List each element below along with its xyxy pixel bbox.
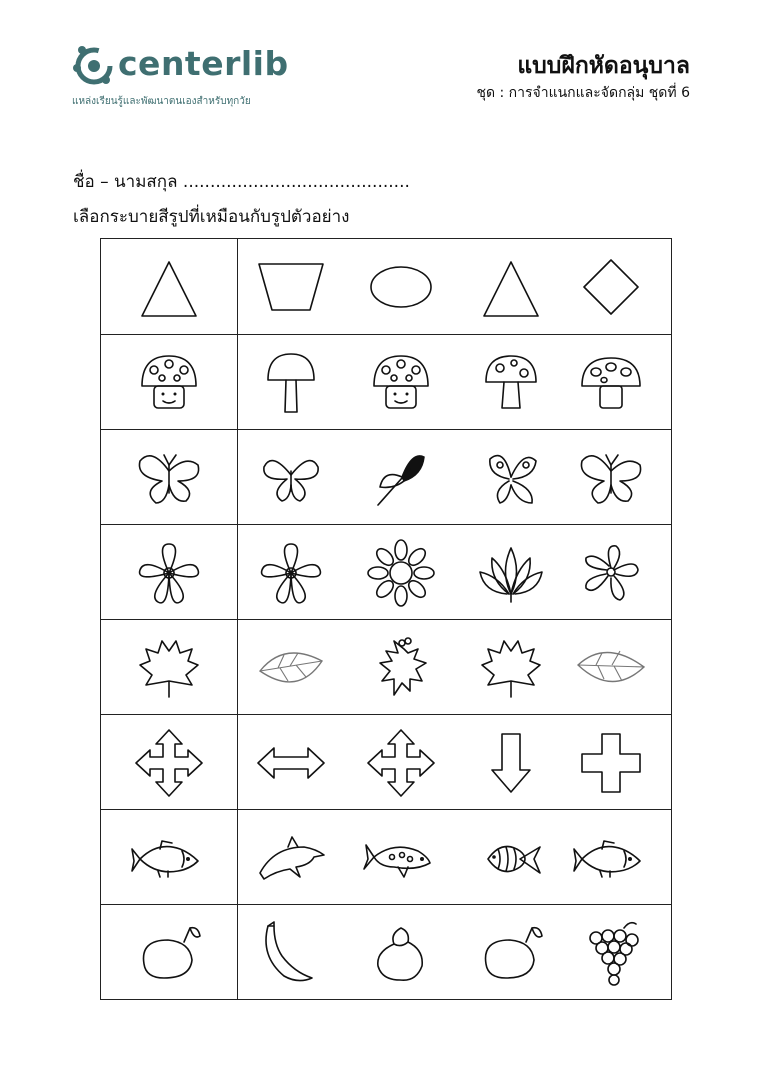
mango-icon (132, 916, 206, 990)
choice-cell[interactable] (356, 810, 446, 905)
logo-molecule-icon (70, 42, 116, 88)
choice-cell[interactable] (356, 525, 446, 620)
fish-striped-icon (474, 821, 548, 895)
example-cell (124, 620, 214, 715)
flower-daisy-icon (364, 536, 438, 610)
choice-cell[interactable] (466, 905, 556, 1000)
fish-detailed-icon (574, 821, 648, 895)
arrow-left-right-icon (254, 726, 328, 800)
choice-cell[interactable] (356, 239, 446, 334)
choice-cell[interactable] (466, 715, 556, 810)
worksheet-row (101, 809, 671, 904)
ellipse-icon (364, 250, 438, 324)
centerlib-logo (70, 42, 300, 112)
rose-apple-icon (364, 916, 438, 990)
diamond-icon (574, 250, 648, 324)
worksheet-row (101, 429, 671, 524)
worksheet-row (101, 239, 671, 334)
choice-cell[interactable] (246, 715, 336, 810)
mushroom-cap-icon (574, 346, 648, 420)
leaf-holly-icon (364, 631, 438, 705)
choice-cell[interactable] (356, 430, 446, 525)
fish-spotted-icon (364, 821, 438, 895)
worksheet-row (101, 524, 671, 619)
choice-cell[interactable] (466, 525, 556, 620)
choice-cell[interactable] (566, 525, 656, 620)
worksheet-row (101, 334, 671, 429)
worksheet-row (101, 904, 671, 999)
mushroom-face-icon (364, 346, 438, 420)
arrow-down-icon (474, 726, 548, 800)
choice-cell[interactable] (566, 620, 656, 715)
choice-cell[interactable] (246, 620, 336, 715)
example-cell (124, 715, 214, 810)
choice-cell[interactable] (466, 810, 556, 905)
mushroom-face-icon (132, 346, 206, 420)
mushroom-plain-icon (254, 346, 328, 420)
worksheet-row (101, 714, 671, 809)
worksheet-subtitle: ชุด : การจำแนกและจัดกลุ่ม ชุดที่ 6 (476, 85, 690, 101)
triangle-icon (132, 250, 206, 324)
choice-cell[interactable] (246, 430, 336, 525)
example-cell (124, 239, 214, 334)
choice-cell[interactable] (356, 620, 446, 715)
flower-jasmine-icon (574, 536, 648, 610)
choice-cell[interactable] (466, 335, 556, 430)
choice-cell[interactable] (566, 335, 656, 430)
leaf-oval-icon (254, 631, 328, 705)
name-field-line: ชื่อ – นามสกุล .......................................... (73, 172, 410, 192)
example-cell (124, 430, 214, 525)
logo-wordmark: centerlib (118, 44, 289, 83)
example-cell (124, 525, 214, 620)
choice-cell[interactable] (566, 239, 656, 334)
butterfly-sketch-icon (132, 441, 206, 515)
example-cell (124, 335, 214, 430)
choice-cell[interactable] (246, 905, 336, 1000)
choice-cell[interactable] (246, 239, 336, 334)
choice-cell[interactable] (246, 525, 336, 620)
worksheet-grid (100, 238, 672, 1000)
choice-cell[interactable] (356, 335, 446, 430)
choice-cell[interactable] (466, 239, 556, 334)
choice-cell[interactable] (246, 335, 336, 430)
grapes-icon (574, 916, 648, 990)
choice-cell[interactable] (246, 810, 336, 905)
flower-five-petal-icon (254, 536, 328, 610)
instruction-text: เลือกระบายสีรูปที่เหมือนกับรูปตัวอย่าง (73, 207, 350, 227)
leaf-oval-alt-icon (574, 631, 648, 705)
choice-cell[interactable] (566, 430, 656, 525)
example-cell (124, 905, 214, 1000)
choice-cell[interactable] (356, 715, 446, 810)
butterfly-outline-icon (254, 441, 328, 515)
butterfly-fancy-icon (474, 441, 548, 515)
triangle-icon (474, 250, 548, 324)
plus-shape-icon (574, 726, 648, 800)
leaf-maple-icon (474, 631, 548, 705)
butterfly-dark-icon (364, 441, 438, 515)
flower-lotus-icon (474, 536, 548, 610)
arrow-four-way-icon (364, 726, 438, 800)
choice-cell[interactable] (566, 810, 656, 905)
mango-icon (474, 916, 548, 990)
dolphin-icon (254, 821, 328, 895)
choice-cell[interactable] (466, 620, 556, 715)
butterfly-sketch-icon (574, 441, 648, 515)
trapezoid-icon (254, 250, 328, 324)
example-cell (124, 810, 214, 905)
worksheet-title: แบบฝึกหัดอนุบาล (517, 53, 690, 79)
logo-tagline: แหล่งเรียนรู้และพัฒนาตนเองสำหรับทุกวัย (72, 96, 251, 107)
mushroom-spotted-icon (474, 346, 548, 420)
fish-detailed-icon (132, 821, 206, 895)
worksheet-row (101, 619, 671, 714)
choice-cell[interactable] (466, 430, 556, 525)
choice-cell[interactable] (356, 905, 446, 1000)
flower-five-petal-icon (132, 536, 206, 610)
choice-cell[interactable] (566, 715, 656, 810)
arrow-four-way-icon (132, 726, 206, 800)
choice-cell[interactable] (566, 905, 656, 1000)
leaf-maple-icon (132, 631, 206, 705)
banana-icon (254, 916, 328, 990)
